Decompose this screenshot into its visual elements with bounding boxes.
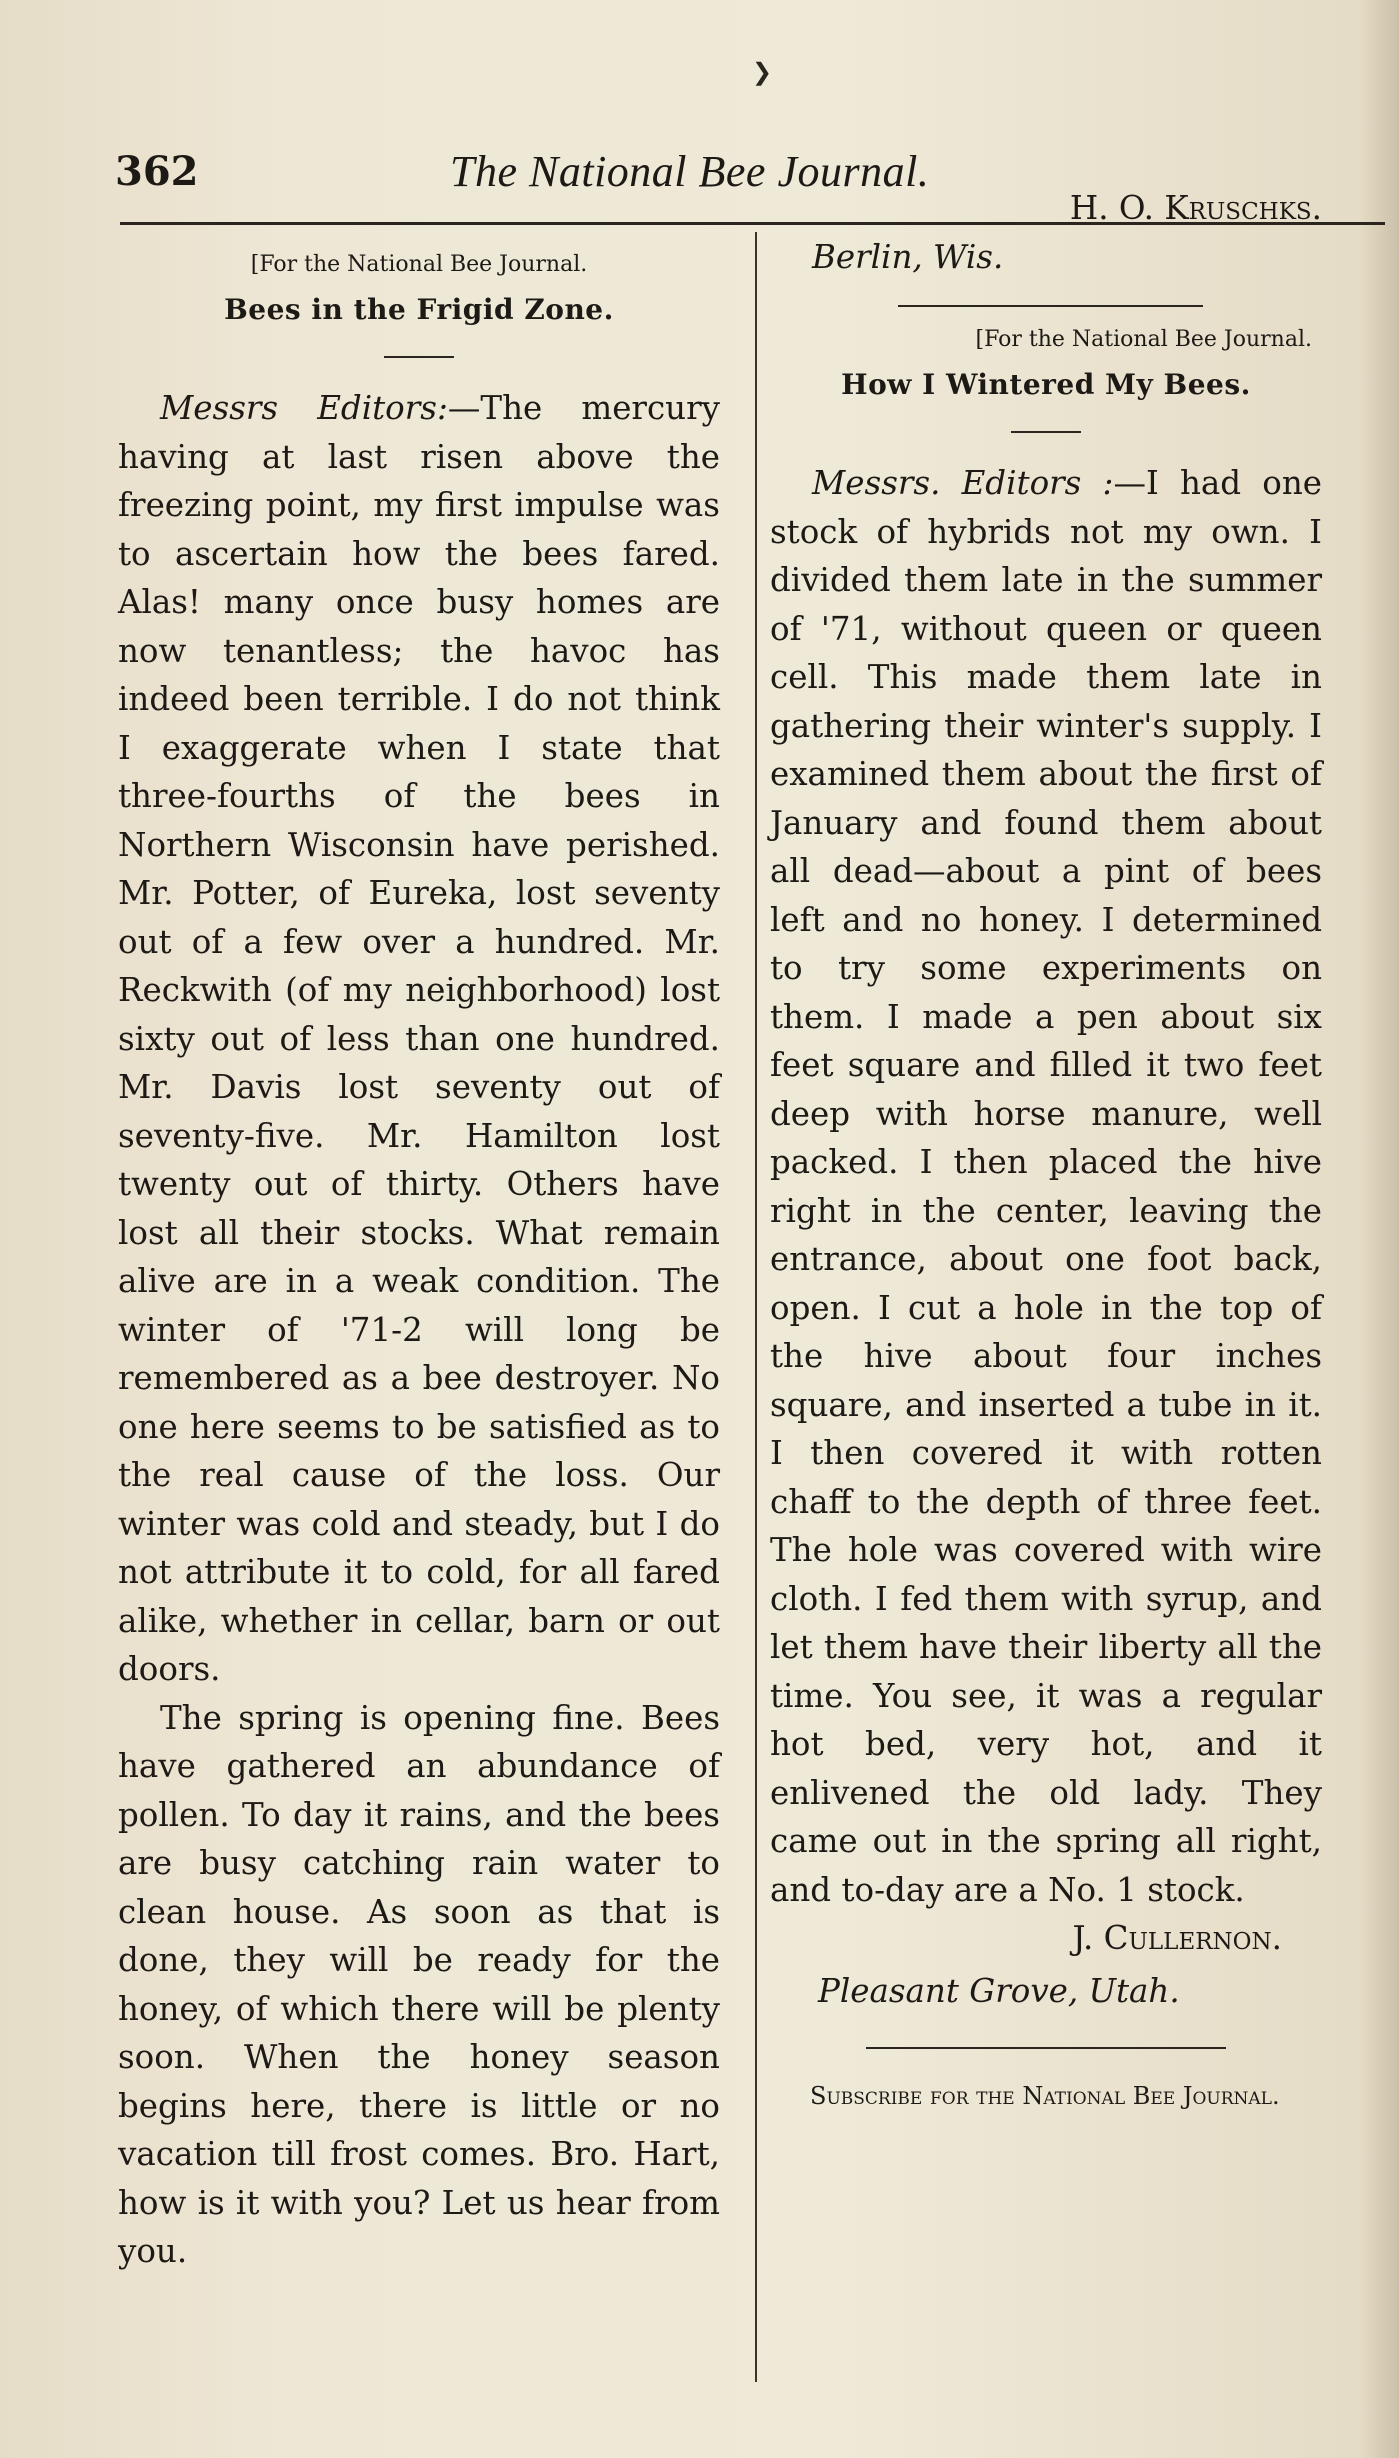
author-location: Berlin, Wis. xyxy=(812,237,1004,276)
author-location: Pleasant Grove, Utah. xyxy=(818,1971,1180,2010)
salutation: Messrs. Editors : xyxy=(812,464,1114,502)
salutation: Messrs Editors: xyxy=(160,389,448,427)
article-paragraph xyxy=(770,459,1322,1914)
article-paragraph xyxy=(118,384,720,1694)
article-source-note: [For the National Bee Journal. xyxy=(250,252,588,277)
paragraph-text: —The mercury having at last risen above the freezing point, my first impulse was to ascertain how the bees fared. Alas! many once busy homes are now tenantless; the havoc has indeed been terrible. I do not think I exaggerate when I state that three-fourths of the bees in Northern Wisconsin have perished. Mr. Potter, of Eureka, lost seventy out of a few over a hundred. Mr. Reckwith (of my neighborhood) lost sixty out of less than one hundred. Mr. Davis lost seventy out of seventy-five. Mr. Hamilton lost twenty out of thirty. Others have lost all their stocks. What remain alive are in a weak condition. The winter of '71-2 will long be remembered as a bee destroyer. No one here seems to be satisfied as to the real cause of the loss. Our winter was cold and steady, but I do not attribute it to cold, for all fared alike, whether in cellar, barn or out doors. xyxy=(118,389,720,1688)
article-title: Bees in the Frigid Zone. xyxy=(224,293,614,326)
printer-mark: ❯ xyxy=(752,58,773,86)
article-title: How I Wintered My Bees. xyxy=(841,368,1251,401)
article-paragraph: The spring is opening fine. Bees have gathered an abundance of pollen. To day it rains, and the bees are busy catching rain water to clean house. As soon as that is done, they will be ready for the honey, of which there will be plenty soon. When the honey season begins here, there is little or no vacation till frost comes. Bro. Hart, how is it with you? Let us hear from you. xyxy=(118,1698,720,2270)
column-divider xyxy=(755,232,757,2382)
notice-rule xyxy=(866,2047,1226,2049)
article-separator xyxy=(898,305,1203,307)
author-name: H. O. Kruschks. xyxy=(1069,189,1322,227)
author-signature xyxy=(770,184,1322,233)
subscribe-text: Subscribe for the National Bee Journal. xyxy=(810,2082,1280,2110)
running-title: The National Bee Journal. xyxy=(450,147,930,196)
title-rule xyxy=(1011,431,1081,433)
author-signature xyxy=(770,1914,1322,1963)
page-number: 362 xyxy=(115,148,199,195)
subscribe-notice xyxy=(770,2075,1322,2117)
article-source-note: [For the National Bee Journal. xyxy=(975,327,1312,352)
paragraph-text: —I had one stock of hybrids not my own. I divided them late in the summer of '71, without queen or queen cell. This made them late in gathering their winter's supply. I examined them about the first of January and found them about all dead—about a pint of bees left and no honey. I determined to try some experiments on them. I made a pen about six feet square and filled it two feet deep with horse manure, well packed. I then placed the hive right in the center, leaving the entrance, about one foot back, open. I cut a hole in the top of the hive about four inches square, and inserted a tube in it. I then covered it with rotten chaff to the depth of three feet. The hole was covered with wire cloth. I fed them with syrup, and let them have their liberty all the time. You see, it was a regular hot bed, very hot, and it enlivened the old lady. They came out in the spring all right, and to-day are a No. 1 stock. xyxy=(770,464,1322,1909)
title-rule xyxy=(384,356,454,358)
right-column xyxy=(770,189,1322,2117)
page-spine-shadow xyxy=(1359,0,1399,2458)
author-name: J. Cullernon. xyxy=(1072,1919,1282,1957)
left-column xyxy=(118,240,720,2276)
